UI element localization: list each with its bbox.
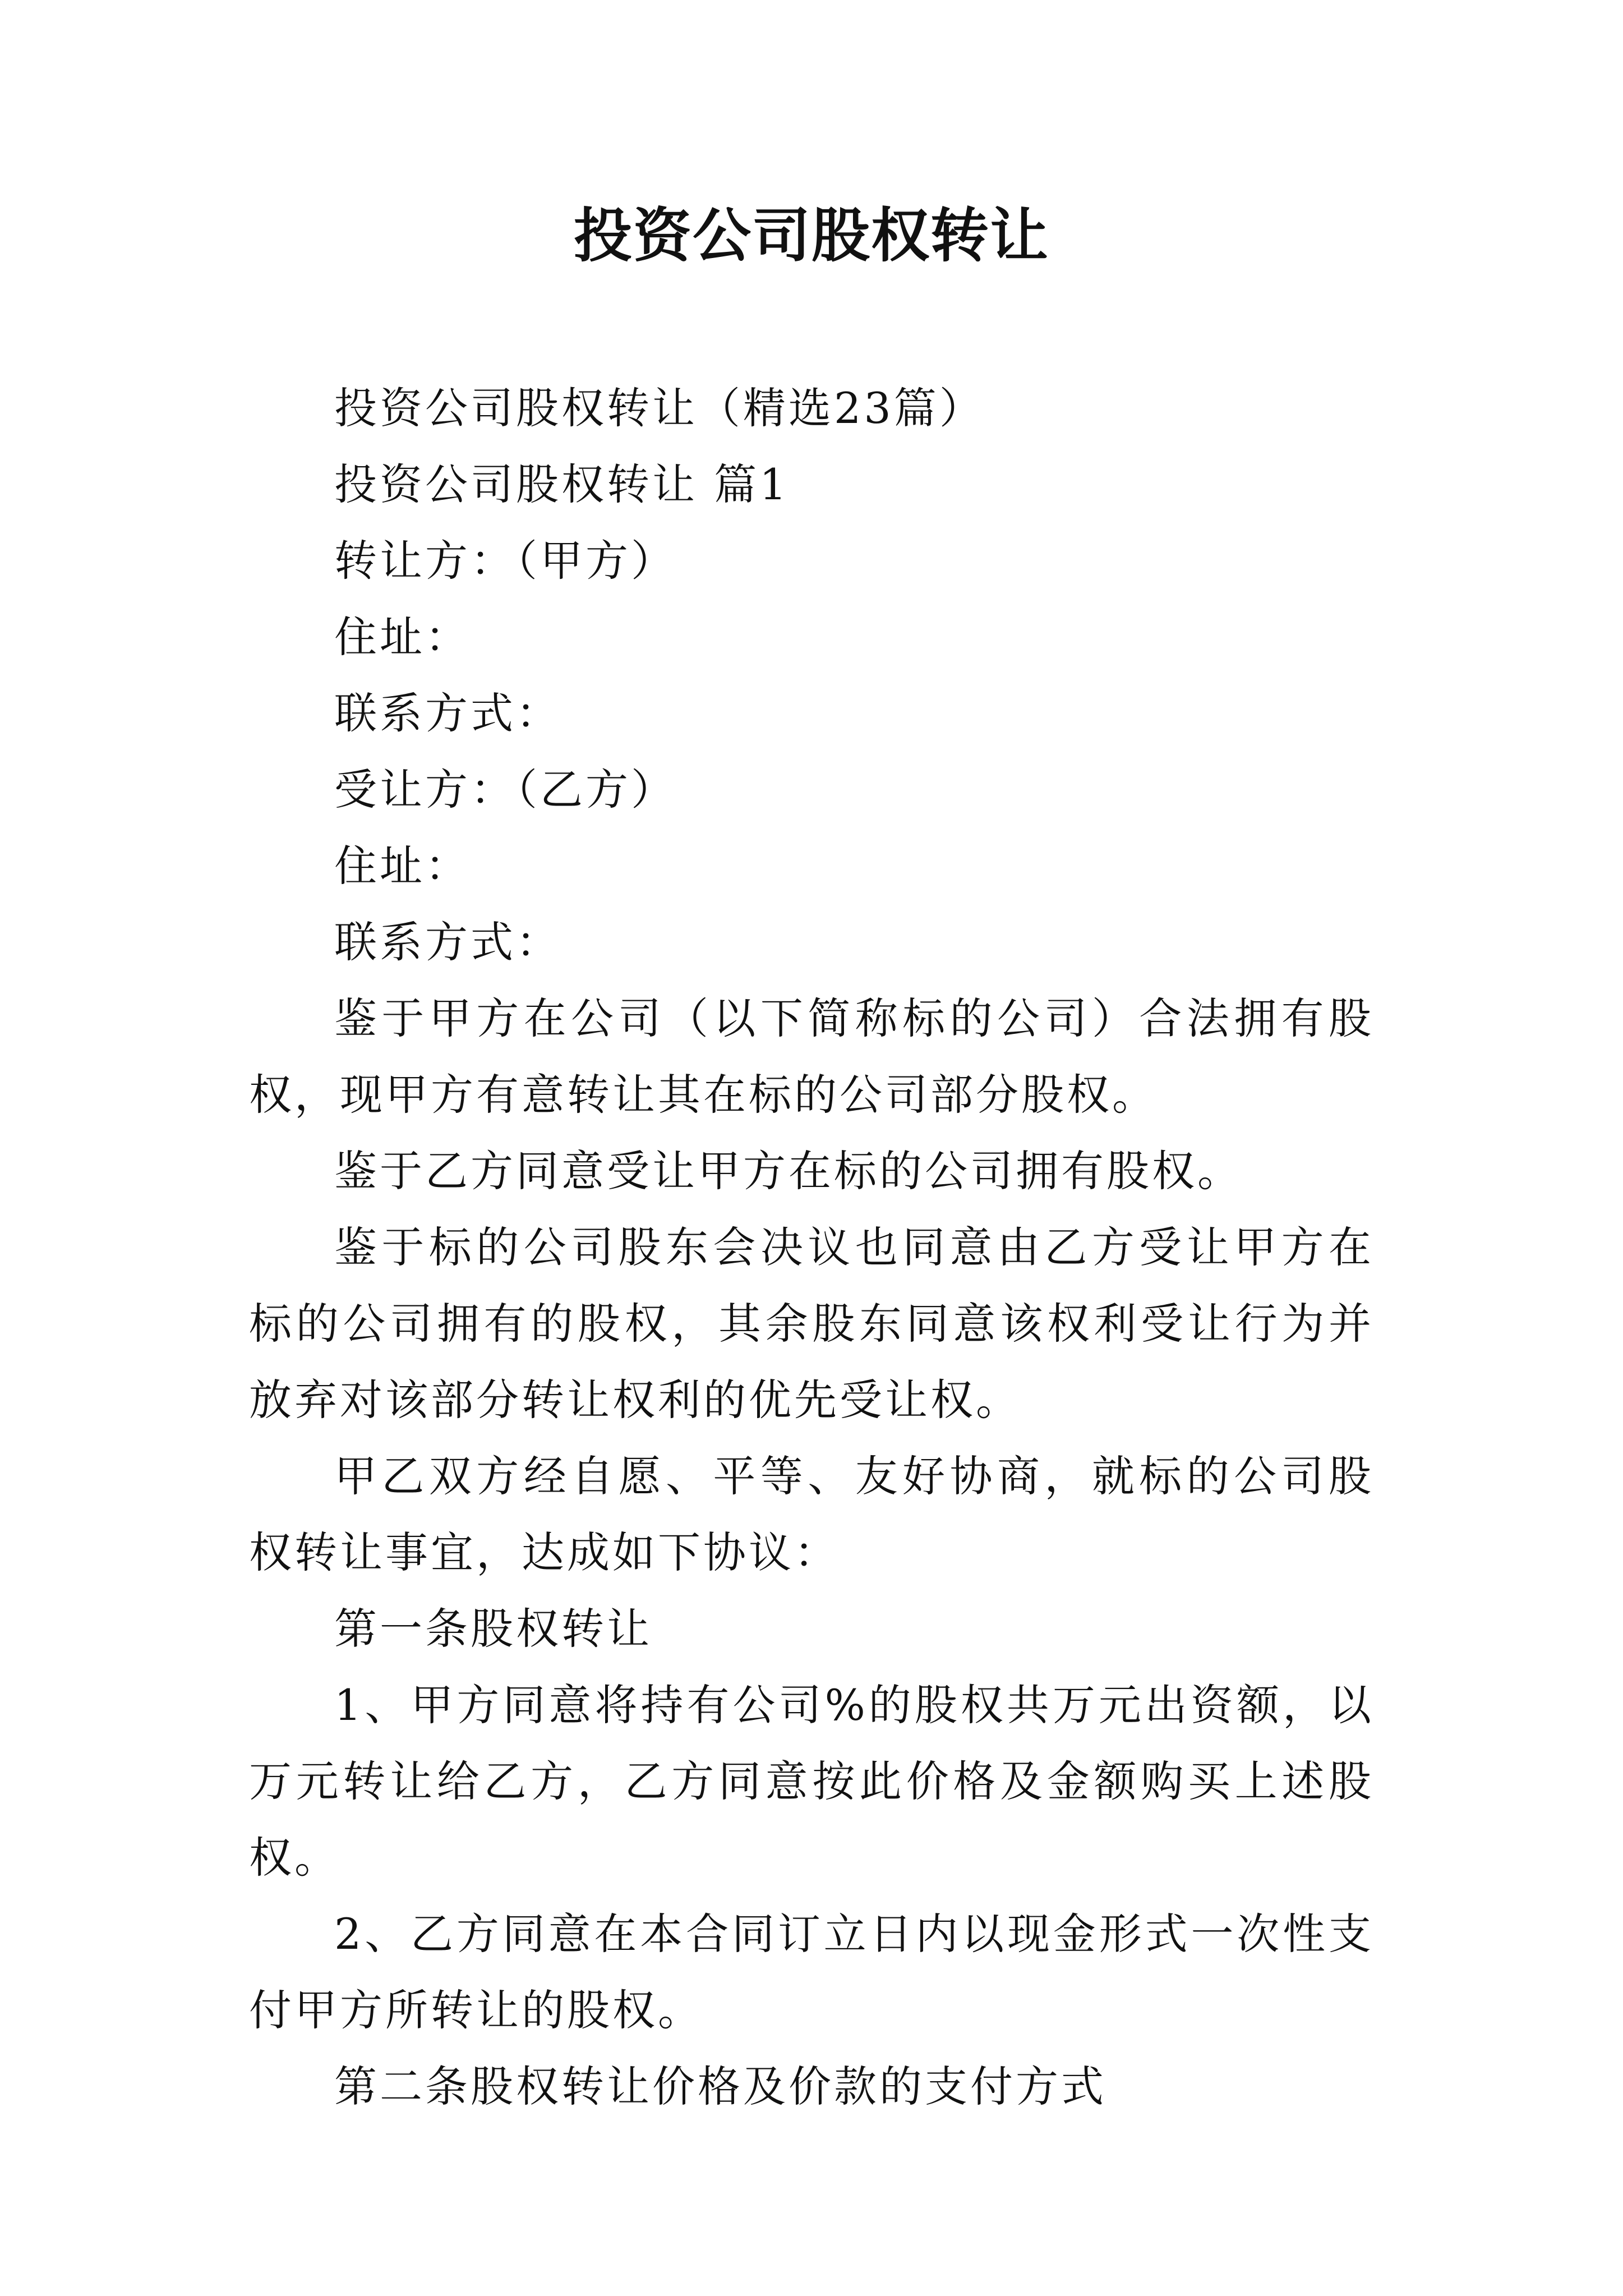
paragraph-clause-2-heading: 第二条股权转让价格及价款的支付方式: [334, 2062, 1106, 2111]
paragraph-transferor-address: 住址：: [334, 612, 471, 662]
paragraph-clause-1-item-2: 2、乙方同意在本合同订立日内以现金形式一次性支付甲方所转让的股权。: [249, 1909, 1374, 2035]
paragraph-agreement-intro: 甲乙双方经自愿、平等、友好协商，就标的公司股权转让事宜，达成如下协议：: [249, 1451, 1374, 1577]
document-body: [249, 370, 1374, 2125]
paragraph-recital-2: 鉴于乙方同意受让甲方在标的公司拥有股权。: [334, 1146, 1243, 1196]
paragraph-transferee-contact: 联系方式：: [334, 917, 561, 967]
paragraph-transferor: 转让方：（甲方）: [334, 536, 676, 586]
paragraph-transferor-contact: 联系方式：: [334, 688, 561, 738]
paragraph-recital-1: 鉴于甲方在公司（以下简称标的公司）合法拥有股权，现甲方有意转让其在标的公司部分股权。: [249, 993, 1374, 1120]
paragraph-transferee: 受让方：（乙方）: [334, 765, 676, 815]
paragraph-recital-3: 鉴于标的公司股东会决议也同意由乙方受让甲方在标的公司拥有的股权，其余股东同意该权利受让行为并放弃对该部分转让权利的优先受让权。: [249, 1222, 1374, 1425]
paragraph-transferee-address: 住址：: [334, 841, 471, 891]
paragraph-clause-1-item-1: 1、甲方同意将持有公司%的股权共万元出资额，以万元转让给乙方，乙方同意按此价格及金额购买上述股权。: [249, 1680, 1374, 1883]
document-title: 投资公司股权转让: [573, 201, 1049, 270]
paragraph-clause-1-heading: 第一条股权转让: [334, 1604, 652, 1654]
paragraph-subtitle: 投资公司股权转让（精选23篇）: [334, 383, 985, 433]
paragraph-article-heading: 投资公司股权转让 篇1: [334, 459, 790, 509]
